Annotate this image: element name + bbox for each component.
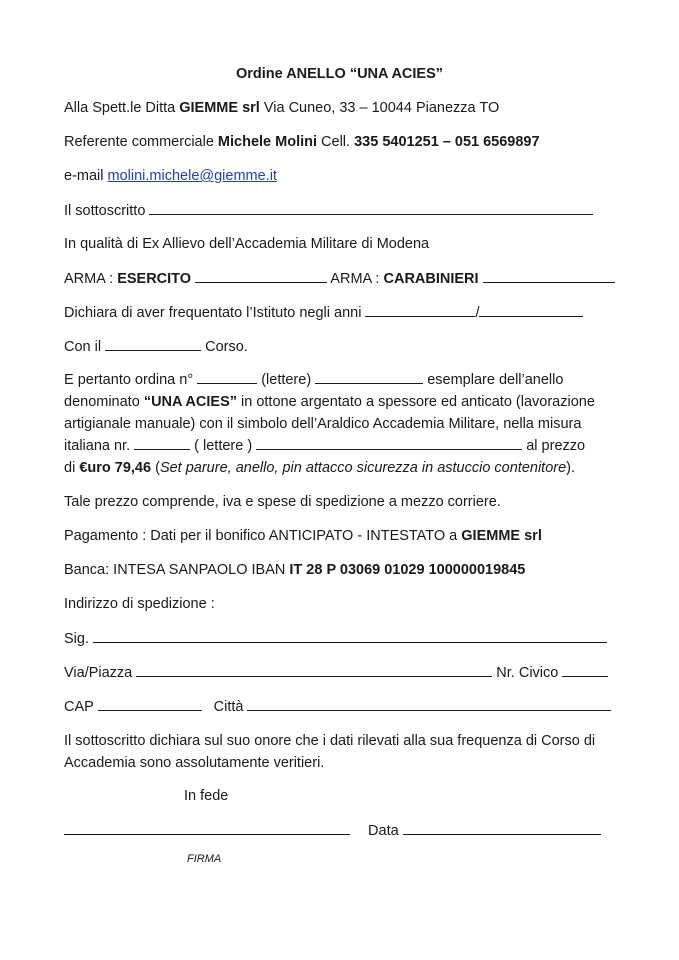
signature-date-line: [64, 820, 601, 841]
declaration-line-2: Accademia sono assolutamente veritieri.: [64, 755, 325, 771]
declaration: [64, 730, 624, 774]
firma-label: FIRMA: [187, 853, 222, 865]
address-line: [64, 662, 608, 683]
course-line: [64, 336, 248, 357]
order-text: E pertanto ordina n°: [64, 372, 198, 388]
declaration-line-1: Il sottoscritto dichiara sul suo onore che i dati rilevati alla sua frequenza di Corso di: [64, 733, 596, 749]
in-fede: In fede: [184, 788, 229, 804]
price: €uro 79,46: [79, 460, 152, 476]
years-line: [64, 302, 583, 323]
signatory-field[interactable]: [149, 200, 593, 215]
order-paragraph: [64, 369, 624, 479]
order-text: ).: [566, 460, 576, 476]
contact-phones: 335 5401251 – 051 6569897: [354, 134, 540, 150]
cap-city-line: [64, 696, 611, 717]
order-text: ( lettere ): [190, 438, 257, 454]
payment-label: Pagamento : Dati per il bonifico ANTICIPATO - INTESTATO a: [64, 528, 462, 544]
signatory-line: [64, 200, 593, 221]
order-text: italiana nr.: [64, 438, 135, 454]
email-link[interactable]: molini.michele@giemme.it: [107, 168, 277, 184]
cell-label: Cell.: [317, 134, 355, 150]
civico-label: Nr. Civico: [492, 665, 563, 681]
payment-line: [64, 526, 542, 546]
citta-field[interactable]: [247, 696, 611, 711]
course-field[interactable]: [105, 336, 201, 351]
order-line-4: [64, 435, 624, 457]
contact-line: [64, 132, 540, 152]
carabinieri-field[interactable]: [483, 268, 615, 283]
via-field[interactable]: [136, 662, 492, 677]
year-to-field[interactable]: [479, 302, 583, 317]
page-title: Ordine ANELLO “UNA ACIES”: [235, 66, 444, 82]
sig-label: Sig.: [64, 631, 94, 647]
course-prefix: Con il: [64, 339, 106, 355]
bank-label: Banca: INTESA SANPAOLO IBAN: [64, 562, 290, 578]
years-separator: /: [475, 305, 480, 321]
set-description: Set parure, anello, pin attacco sicurezza in astuccio contenitore: [159, 460, 567, 476]
cap-label: CAP: [64, 699, 98, 715]
via-label: Via/Piazza: [64, 665, 137, 681]
order-text: in ottone argentato a spessore ed anticato (lavorazione: [237, 394, 595, 410]
quantity-field[interactable]: [197, 369, 257, 384]
esercito-field[interactable]: [195, 268, 327, 283]
course-suffix: Corso.: [201, 339, 248, 355]
price-note: Tale prezzo comprende, iva e spese di spedizione a mezzo corriere.: [64, 494, 501, 510]
size-letters-field[interactable]: [256, 435, 522, 450]
date-field[interactable]: [403, 820, 601, 835]
cap-field[interactable]: [98, 696, 202, 711]
bank-line: [64, 560, 525, 580]
sig-line: [64, 628, 607, 649]
iban: IT 28 P 03069 01029 100000019845: [289, 562, 526, 578]
order-text: al prezzo: [522, 438, 586, 454]
signatory-label: Il sottoscritto: [64, 203, 150, 219]
order-line-5: [64, 457, 624, 479]
shipping-label: Indirizzo di spedizione :: [64, 596, 215, 612]
data-label: Data: [368, 823, 403, 839]
citta-label: Città: [213, 699, 248, 715]
arma1-label: ARMA :: [64, 271, 118, 287]
signature-field[interactable]: [64, 820, 350, 835]
year-from-field[interactable]: [365, 302, 475, 317]
ex-student-line: In qualità di Ex Allievo dell’Accademia Militare di Modena: [64, 236, 430, 252]
arma-line: [64, 268, 615, 289]
civico-field[interactable]: [562, 662, 608, 677]
email-line: [64, 166, 277, 186]
size-field[interactable]: [134, 435, 190, 450]
contact-name: Michele Molini: [217, 134, 318, 150]
recipient-prefix: Alla Spett.le Ditta: [64, 100, 180, 116]
years-label: Dichiara di aver frequentato l’Istituto negli anni: [64, 305, 366, 321]
arma2-label: ARMA :: [327, 271, 384, 287]
order-line-1: [64, 369, 624, 391]
order-text: (: [151, 460, 160, 476]
email-label: e-mail: [64, 168, 108, 184]
contact-prefix: Referente commerciale: [64, 134, 218, 150]
order-line-3: artigianale manuale) con il simbolo dell’Araldico Accademia Militare, nella misura: [64, 416, 582, 432]
payment-company: GIEMME srl: [461, 528, 542, 544]
order-line-2: [64, 391, 624, 413]
ring-name: “UNA ACIES”: [143, 394, 237, 410]
order-text: denominato: [64, 394, 144, 410]
order-text: (lettere): [257, 372, 316, 388]
order-text: esemplare dell’anello: [423, 372, 564, 388]
order-text: di: [64, 460, 80, 476]
arma-esercito: ESERCITO: [117, 271, 192, 287]
company-name: GIEMME srl: [179, 100, 260, 116]
arma-carabinieri: CARABINIERI: [383, 271, 479, 287]
recipient-line: [64, 98, 499, 118]
company-address: Via Cuneo, 33 – 10044 Pianezza TO: [259, 100, 500, 116]
quantity-letters-field[interactable]: [315, 369, 423, 384]
sig-field[interactable]: [93, 628, 607, 643]
